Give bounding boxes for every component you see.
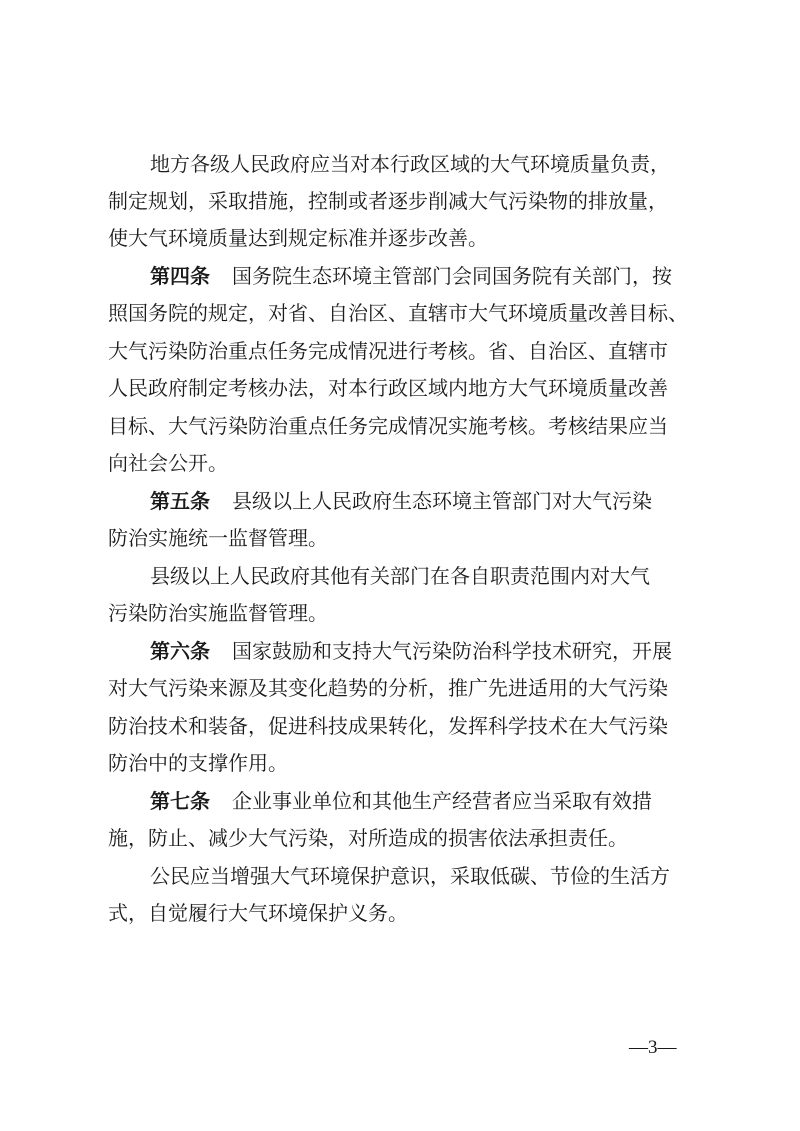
paragraph-line: 污染防治实施监督管理。	[108, 601, 328, 625]
paragraph-line: 对大气污染来源及其变化趋势的分析，推广先进适用的大气污染	[108, 676, 668, 700]
article-6-title: 第六条	[150, 639, 210, 663]
paragraph-line: 人民政府制定考核办法，对本行政区域内地方大气环境质量改善	[108, 376, 668, 400]
paragraph-line: 防治技术和装备，促进科技成果转化，发挥科学技术在大气污染	[108, 714, 668, 738]
paragraph-line: 县级以上人民政府生态环境主管部门对大气污染	[232, 489, 652, 513]
paragraph-line: 县级以上人民政府其他有关部门在各自职责范围内对大气	[150, 564, 650, 588]
paragraph-line: 向社会公开。	[108, 451, 228, 475]
paragraph-line: 企业事业单位和其他生产经营者应当采取有效措	[232, 789, 652, 813]
paragraph-line: 国务院生态环境主管部门会同国务院有关部门，按	[232, 264, 672, 288]
paragraph-line: 公民应当增强大气环境保护意识，采取低碳、节俭的生活方	[150, 864, 670, 888]
paragraph-line: 施，防止、减少大气污染，对所造成的损害依法承担责任。	[108, 826, 628, 850]
article-5-title: 第五条	[150, 489, 210, 513]
paragraph-line: 制定规划，采取措施，控制或者逐步削减大气污染物的排放量，	[108, 189, 668, 213]
paragraph-line: 照国务院的规定，对省、自治区、直辖市大气环境质量改善目标、	[108, 301, 688, 325]
paragraph-line: 使大气环境质量达到规定标准并逐步改善。	[108, 226, 488, 250]
article-7-title: 第七条	[150, 789, 210, 813]
paragraph-line: 地方各级人民政府应当对本行政区域的大气环境质量负责，	[150, 152, 670, 176]
paragraph-line: 式，自觉履行大气环境保护义务。	[108, 901, 408, 925]
paragraph-line: 大气污染防治重点任务完成情况进行考核。省、自治区、直辖市	[108, 339, 668, 363]
paragraph-line: 防治中的支撑作用。	[108, 751, 288, 775]
paragraph-line: 防治实施统一监督管理。	[108, 526, 328, 550]
page-number: —3—	[629, 1037, 677, 1058]
article-4-title: 第四条	[150, 264, 210, 288]
paragraph-line: 目标、大气污染防治重点任务完成情况实施考核。考核结果应当	[108, 414, 668, 438]
paragraph-line: 国家鼓励和支持大气污染防治科学技术研究，开展	[232, 639, 672, 663]
